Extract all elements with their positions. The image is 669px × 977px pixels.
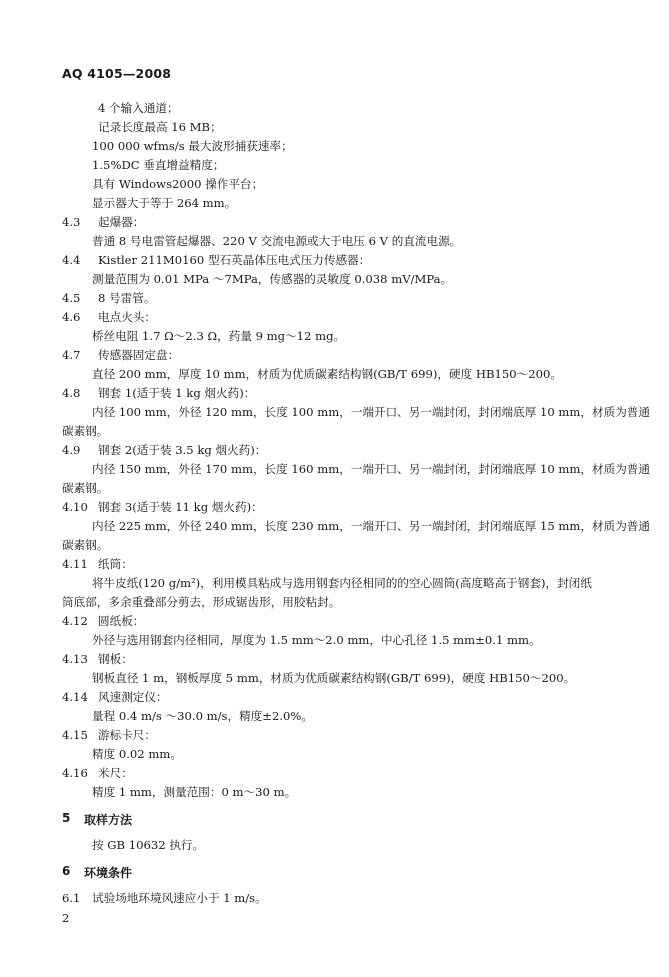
item-body: 试验场地环境风速应小于 1 m/s。 (92, 891, 267, 905)
item-body: 直径 200 mm，厚度 10 mm，材质为优质碳素结构钢(GB/T 699)，硬度 HB150～200。 (92, 367, 562, 381)
item-body: 测量范围为 0.01 MPa ～7MPa，传感器的灵敏度 0.038 mV/MPa。 (92, 272, 453, 286)
item-number: 4.13 (62, 652, 88, 666)
item-title: 钢套 1(适于装 1 kg 烟火药)： (98, 386, 256, 400)
item-title: 传感器固定盘： (98, 348, 180, 362)
spec-line: 4 个输入通道； (98, 101, 179, 115)
item-number: 4.11 (62, 557, 88, 571)
item-number: 6.1 (62, 891, 81, 905)
item-body: 普通 8 号电雷管起爆器、220 V 交流电源或大于电压 6 V 的直流电源。 (92, 234, 462, 248)
item-title: 8 号雷管。 (98, 291, 156, 305)
item-body: 筒底部，多余重叠部分剪去，形成锯齿形，用胶粘封。 (62, 595, 341, 609)
item-title: 钢套 3(适于装 11 kg 烟火药)： (98, 500, 263, 514)
item-title: 风速测定仪： (98, 690, 168, 704)
item-title: 米尺： (98, 766, 133, 780)
spec-line: 记录长度最高 16 MB； (98, 120, 222, 134)
item-number: 4.14 (62, 690, 88, 704)
item-number: 4.8 (62, 386, 81, 400)
item-body: 内径 225 mm，外径 240 mm，长度 230 mm，一端开口、另一端封闭，封闭端底厚 15 mm，材质为普通 (92, 519, 650, 533)
item-body: 精度 1 mm，测量范围：0 m～30 m。 (92, 785, 297, 799)
item-number: 4.15 (62, 728, 88, 742)
item-number: 4.4 (62, 253, 81, 267)
item-number: 4.9 (62, 443, 81, 457)
section-number: 6 (62, 864, 71, 878)
item-body: 碳素钢。 (62, 538, 109, 552)
item-title: 游标卡尺： (98, 728, 156, 742)
spec-line: 显示器大于等于 264 mm。 (92, 196, 237, 210)
item-number: 4.7 (62, 348, 81, 362)
item-number: 4.12 (62, 614, 88, 628)
item-title: Kistler 211M0160 型石英晶体压电式压力传感器： (98, 253, 371, 267)
item-number: 4.6 (62, 310, 81, 324)
item-body: 内径 100 mm，外径 120 mm，长度 100 mm，一端开口、另一端封闭，封闭端底厚 10 mm，材质为普通 (92, 405, 650, 419)
item-body: 桥丝电阻 1.7 Ω～2.3 Ω，药量 9 mg～12 mg。 (92, 329, 346, 343)
item-title: 钢套 2(适于装 3.5 kg 烟火药)： (98, 443, 267, 457)
section-title: 环境条件 (84, 866, 133, 880)
section-title: 取样方法 (84, 813, 133, 827)
item-body: 精度 0.02 mm。 (92, 747, 182, 761)
item-title: 钢板： (98, 652, 133, 666)
item-number: 4.10 (62, 500, 88, 514)
item-number: 4.3 (62, 215, 81, 229)
item-body: 钢板直径 1 m，钢板厚度 5 mm，材质为优质碳素结构钢(GB/T 699)，硬度 HB150～200。 (92, 671, 576, 685)
standard-header: AQ 4105—2008 (62, 66, 172, 81)
spec-line: 100 000 wfms/s 最大波形捕获速率； (92, 139, 293, 153)
item-title: 圆纸板： (98, 614, 145, 628)
section-body: 按 GB 10632 执行。 (92, 838, 205, 852)
item-title: 电点火头： (98, 310, 156, 324)
page-number: 2 (62, 911, 70, 925)
item-body: 碳素钢。 (62, 424, 109, 438)
item-title: 起爆器： (98, 215, 145, 229)
item-body: 量程 0.4 m/s ～30.0 m/s，精度±2.0%。 (92, 709, 314, 723)
item-title: 纸筒： (98, 557, 133, 571)
item-number: 4.16 (62, 766, 88, 780)
item-number: 4.5 (62, 291, 81, 305)
item-body: 将牛皮纸(120 g/m²)，利用模具粘成与选用钢套内径相同的的空心圆筒(高度略高于钢套)，封闭纸 (92, 576, 592, 590)
item-body: 外径与选用钢套内径相同，厚度为 1.5 mm～2.0 mm，中心孔径 1.5 mm±0.1 mm。 (92, 633, 541, 647)
spec-line: 具有 Windows2000 操作平台； (92, 177, 264, 191)
spec-line: 1.5%DC 垂直增益精度； (92, 158, 225, 172)
section-number: 5 (62, 811, 71, 825)
item-body: 碳素钢。 (62, 481, 109, 495)
item-body: 内径 150 mm，外径 170 mm，长度 160 mm，一端开口、另一端封闭，封闭端底厚 10 mm，材质为普通 (92, 462, 650, 476)
